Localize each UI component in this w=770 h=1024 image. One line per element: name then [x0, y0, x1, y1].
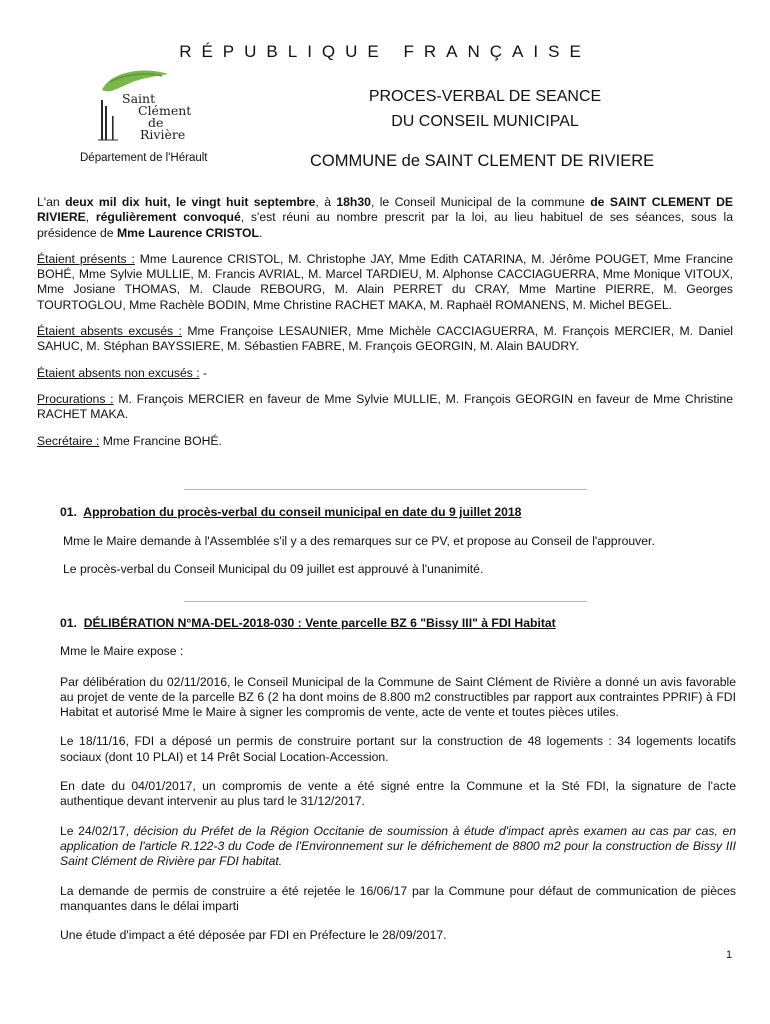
- intro-text: .: [258, 225, 263, 240]
- intro-text: , le Conseil Municipal de la commune: [370, 195, 591, 209]
- pv-title: [335, 84, 635, 134]
- section-paragraph: Le procès-verbal du Conseil Municipal du 09 juillet est approuvé à l'unanimité.: [63, 561, 484, 576]
- section-paragraph: Mme le Maire expose :: [60, 644, 184, 659]
- proxies-label: Procurations :: [37, 391, 114, 406]
- department-label: Département de l'Hérault: [80, 152, 208, 164]
- proxies-paragraph: [37, 392, 733, 423]
- section-paragraph: Une étude d'impact a été déposée par FDI en Préfecture le 28/09/2017.: [60, 928, 447, 943]
- logo-text-saint: Saint: [122, 91, 156, 106]
- secretary-label: Secrétaire :: [37, 433, 100, 448]
- section-deliberation: [60, 616, 736, 955]
- meeting-intro: [37, 195, 733, 460]
- intro-president: Mme Laurence CRISTOL: [116, 225, 259, 240]
- section-paragraph: [60, 824, 736, 870]
- republic-heading: RÉPUBLIQUE FRANÇAISE: [179, 42, 591, 61]
- intro-convened: régulièrement convoqué: [95, 210, 241, 225]
- proxies-list: M. François MERCIER en faveur de Mme Sylvie MULLIE, M. François GEORGIN en faveur de Mme Christine RACHET MAKA.: [37, 391, 733, 422]
- excused-list: Mme Françoise LESAUNIER, Mme Michèle CACCIAGUERRA, M. François MERCIER, M. Daniel SAHUC, M. Stéphan BAYSSIERE, M. Sébastien FABRE, M. François GEORGIN, M. Alain BAUDRY.: [37, 324, 733, 354]
- logo-text-riviere: Rivière: [140, 127, 186, 142]
- paragraph-text: Le 24/02/17,: [60, 823, 134, 838]
- unexcused-label: Étaient absents non excusés :: [37, 365, 200, 380]
- excused-paragraph: [37, 324, 733, 355]
- intro-time: 18h30: [336, 195, 371, 209]
- intro-paragraph: [37, 195, 733, 241]
- intro-text: , à: [315, 195, 337, 209]
- section-title-text: Approbation du procès-verbal du conseil municipal en date du 9 juillet 2018: [83, 505, 522, 519]
- commune-title: COMMUNE de SAINT CLEMENT DE RIVIERE: [310, 152, 655, 170]
- intro-commune: de SAINT CLEMENT DE RIVIERE: [37, 195, 734, 225]
- unexcused-list: -: [199, 365, 208, 380]
- logo-text-de: de: [148, 115, 164, 130]
- separator-line: [184, 489, 587, 490]
- secretary-paragraph: [37, 434, 733, 449]
- section-paragraph: En date du 04/01/2017, un compromis de vente a été signé entre la Commune et la Sté FDI, la signature de l'acte authentique devant intervenir au plus tard le 31/12/2017.: [60, 779, 736, 809]
- pv-title-line1: PROCES-VERBAL DE SEANCE: [368, 88, 602, 105]
- intro-text: ,: [85, 210, 96, 225]
- logo-text-clement: Clément: [138, 103, 192, 118]
- municipal-logo: [88, 68, 212, 148]
- section-title: [60, 616, 736, 631]
- pv-title-line2: DU CONSEIL MUNICIPAL: [391, 113, 579, 130]
- prefect-decision-text: décision du Préfet de la Région Occitanie de soumission à étude d'impact après examen au cas par cas, en application de l'article R.122-3 du Code de l'Environnement sur le défrichement de 8800 m2 pour la construction de Bissy III Saint Clément de Rivière par FDI habitat.: [60, 823, 737, 869]
- present-list: Mme Laurence CRISTOL, M. Christophe JAY, Mme Edith CATARINA, M. Jérôme POUGET, Mme Francine BOHÉ, Mme Sylvie MULLIE, M. Francis AVRIAL, M. Marcel TARDIEU, M. Alphonse CACCIAGUERRA, Mme Monique VITOUX, Mme Josiane THOMAS, M. Claude REBOURG, M. Alain PERRET du CRAY, Mme Martine PIERRE, M. Georges TOURTOGLOU, Mme Rachèle BODIN, Mme Christine RACHET MAKA, M. Raphaël ROMANENS, M. Michel BEGEL.: [37, 251, 733, 312]
- section-paragraph: Mme le Maire demande à l'Assemblée s'il y a des remarques sur ce PV, et propose au Conseil de l'approuver.: [63, 534, 655, 549]
- separator-line: [184, 601, 587, 602]
- section-paragraph: La demande de permis de construire a été rejetée le 16/06/17 par la Commune pour défaut de communication de pièces manquantes dans le délai imparti: [60, 883, 736, 913]
- section-title-text: DÉLIBÉRATION N°MA-DEL-2018-030 : Vente parcelle BZ 6 "Bissy III" à FDI Habitat: [83, 616, 556, 630]
- excused-label: Étaient absents excusés :: [37, 324, 182, 339]
- section-approval: [60, 505, 736, 589]
- present-paragraph: [37, 252, 733, 313]
- section-number: 01.: [60, 505, 77, 519]
- section-title: [60, 505, 736, 520]
- unexcused-paragraph: [37, 366, 733, 381]
- intro-text: L'an: [37, 195, 66, 209]
- present-label: Étaient présents :: [37, 251, 135, 266]
- section-number: 01.: [60, 616, 77, 630]
- secretary-name: Mme Francine BOHÉ.: [99, 433, 222, 448]
- intro-text: , s'est réuni au nombre prescrit par la loi, au lieu habituel de ses séances, sous la présidence de: [37, 210, 734, 240]
- section-paragraph: Par délibération du 02/11/2016, le Conseil Municipal de la Commune de Saint Clément de Rivière a donné un avis favorable au projet de vente de la parcelle BZ 6 (2 ha dont moins de 8.800 m2 constructibles par rapport aux contraintes PPRIF) à FDI Habitat et autorisé Mme le Maire à signer les compromis de vente, acte de vente et toutes pièces utiles.: [60, 674, 736, 720]
- page-number: 1: [726, 949, 733, 961]
- intro-date: deux mil dix huit, le vingt huit septembre: [65, 195, 316, 209]
- section-paragraph: Le 18/11/16, FDI a déposé un permis de construire portant sur la construction de 48 logements : 34 logements locatifs sociaux (dont 10 PLAI) et 14 Prêt Social Location-Accession.: [60, 734, 736, 764]
